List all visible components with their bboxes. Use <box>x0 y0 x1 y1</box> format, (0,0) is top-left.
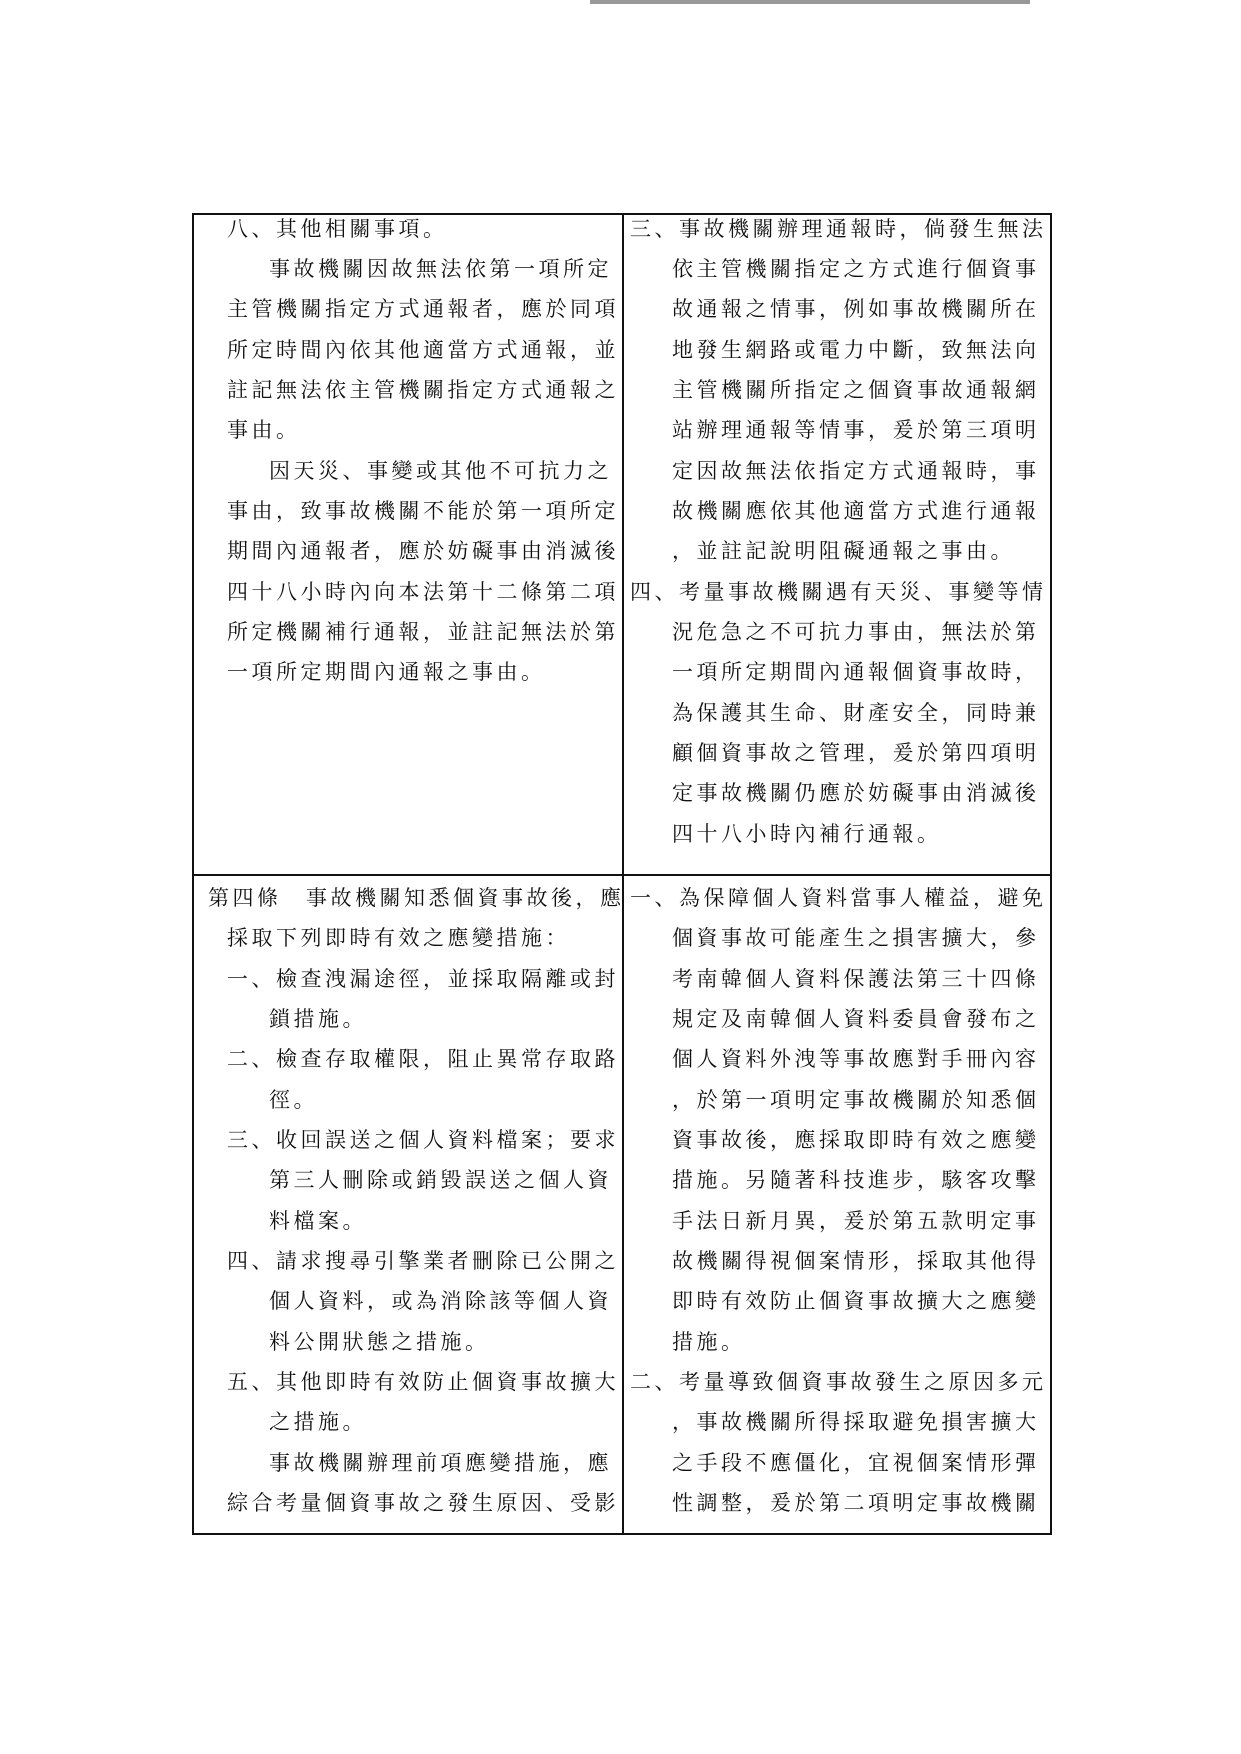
text-line: 定因故無法依指定方式通報時，事 <box>672 459 1040 483</box>
text-line: 為保護其生命、財產安全，同時兼 <box>672 701 1040 725</box>
text-line: ，於第一項明定事故機關於知悉個 <box>672 1088 1040 1112</box>
text-line: 所定時間內依其他適當方式通報，並 <box>227 338 619 362</box>
text-line: 第三人刪除或銷毀誤送之個人資 <box>269 1168 612 1192</box>
text-line: 事故機關辦理前項應變措施，應 <box>269 1451 612 1475</box>
text-line: 四、考量事故機關遇有天災、事變等情 <box>630 580 1047 604</box>
text-line: 主管機關指定方式通報者，應於同項 <box>227 297 619 321</box>
text-line: 期間內通報者，應於妨礙事由消滅後 <box>227 539 619 563</box>
text-line: ，並註記說明阻礙通報之事由。 <box>672 539 1015 563</box>
text-line: 徑。 <box>269 1088 318 1112</box>
text-line: 第四條 事故機關知悉個資事故後，應 <box>208 886 625 910</box>
text-line: 四十八小時內補行通報。 <box>672 822 942 846</box>
text-line: 故通報之情事，例如事故機關所在 <box>672 297 1040 321</box>
text-line: 料檔案。 <box>269 1209 367 1233</box>
text-line: 料公開狀態之措施。 <box>269 1330 490 1354</box>
text-line: 依主管機關指定之方式進行個資事 <box>672 257 1040 281</box>
text-line: 況危急之不可抗力事由，無法於第 <box>672 620 1040 644</box>
text-line: 個人資料，或為消除該等個人資 <box>269 1289 612 1313</box>
text-line: 八、其他相關事項。 <box>227 217 448 241</box>
text-line: 一、為保障個人資料當事人權益，避免 <box>630 886 1047 910</box>
text-line: 二、考量導致個資事故發生之原因多元 <box>630 1370 1047 1394</box>
text-line: 綜合考量個資事故之發生原因、受影 <box>227 1491 619 1515</box>
article-text-cell-top <box>194 215 622 874</box>
text-line: 資事故後，應採取即時有效之應變 <box>672 1128 1040 1152</box>
text-line: 之措施。 <box>269 1410 367 1434</box>
explanation-cell-bottom <box>624 876 1052 1535</box>
text-line: 鎖措施。 <box>269 1007 367 1031</box>
text-line: 定事故機關仍應於妨礙事由消滅後 <box>672 781 1040 805</box>
text-line: 四十八小時內向本法第十二條第二項 <box>227 580 619 604</box>
comparison-table <box>192 213 1052 1535</box>
text-line: 措施。 <box>672 1330 746 1354</box>
text-line: 事由，致事故機關不能於第一項所定 <box>227 499 619 523</box>
text-line: 事故機關因故無法依第一項所定 <box>269 257 612 281</box>
text-line: 顧個資事故之管理，爰於第四項明 <box>672 741 1040 765</box>
explanation-cell-top <box>624 215 1052 874</box>
text-line: 一、檢查洩漏途徑，並採取隔離或封 <box>227 967 619 991</box>
text-line: 地發生網路或電力中斷，致無法向 <box>672 338 1040 362</box>
text-line: 因天災、事變或其他不可抗力之 <box>269 459 612 483</box>
text-line: ，事故機關所得採取避免損害擴大 <box>672 1410 1040 1434</box>
article-text-cell-bottom <box>194 876 625 1535</box>
text-line: 三、事故機關辦理通報時，倘發生無法 <box>630 217 1047 241</box>
text-line: 五、其他即時有效防止個資事故擴大 <box>227 1370 619 1394</box>
text-line: 事由。 <box>227 418 301 442</box>
text-line: 所定機關補行通報，並註記無法於第 <box>227 620 619 644</box>
text-line: 考南韓個人資料保護法第三十四條 <box>672 967 1040 991</box>
text-line: 站辦理通報等情事，爰於第三項明 <box>672 418 1040 442</box>
text-line: 主管機關所指定之個資事故通報網 <box>672 378 1040 402</box>
text-line: 規定及南韓個人資料委員會發布之 <box>672 1007 1040 1031</box>
text-line: 四、請求搜尋引擎業者刪除已公開之 <box>227 1249 619 1273</box>
text-line: 一項所定期間內通報之事由。 <box>227 660 546 684</box>
text-line: 之手段不應僵化，宜視個案情形彈 <box>672 1451 1040 1475</box>
text-line: 即時有效防止個資事故擴大之應變 <box>672 1289 1040 1313</box>
text-line: 二、檢查存取權限，阻止異常存取路 <box>227 1047 619 1071</box>
text-line: 手法日新月異，爰於第五款明定事 <box>672 1209 1040 1233</box>
text-line: 註記無法依主管機關指定方式通報之 <box>227 378 619 402</box>
text-line: 措施。另隨著科技進步，駭客攻擊 <box>672 1168 1040 1192</box>
text-line: 一項所定期間內通報個資事故時， <box>672 660 1040 684</box>
scan-artifact <box>590 0 1030 4</box>
text-line: 採取下列即時有效之應變措施： <box>227 926 570 950</box>
text-line: 個資事故可能產生之損害擴大，參 <box>672 926 1040 950</box>
text-line: 個人資料外洩等事故應對手冊內容 <box>672 1047 1040 1071</box>
text-line: 故機關得視個案情形，採取其他得 <box>672 1249 1040 1273</box>
text-line: 故機關應依其他適當方式進行通報 <box>672 499 1040 523</box>
text-line: 性調整，爰於第二項明定事故機關 <box>672 1491 1040 1515</box>
text-line: 三、收回誤送之個人資料檔案；要求 <box>227 1128 619 1152</box>
